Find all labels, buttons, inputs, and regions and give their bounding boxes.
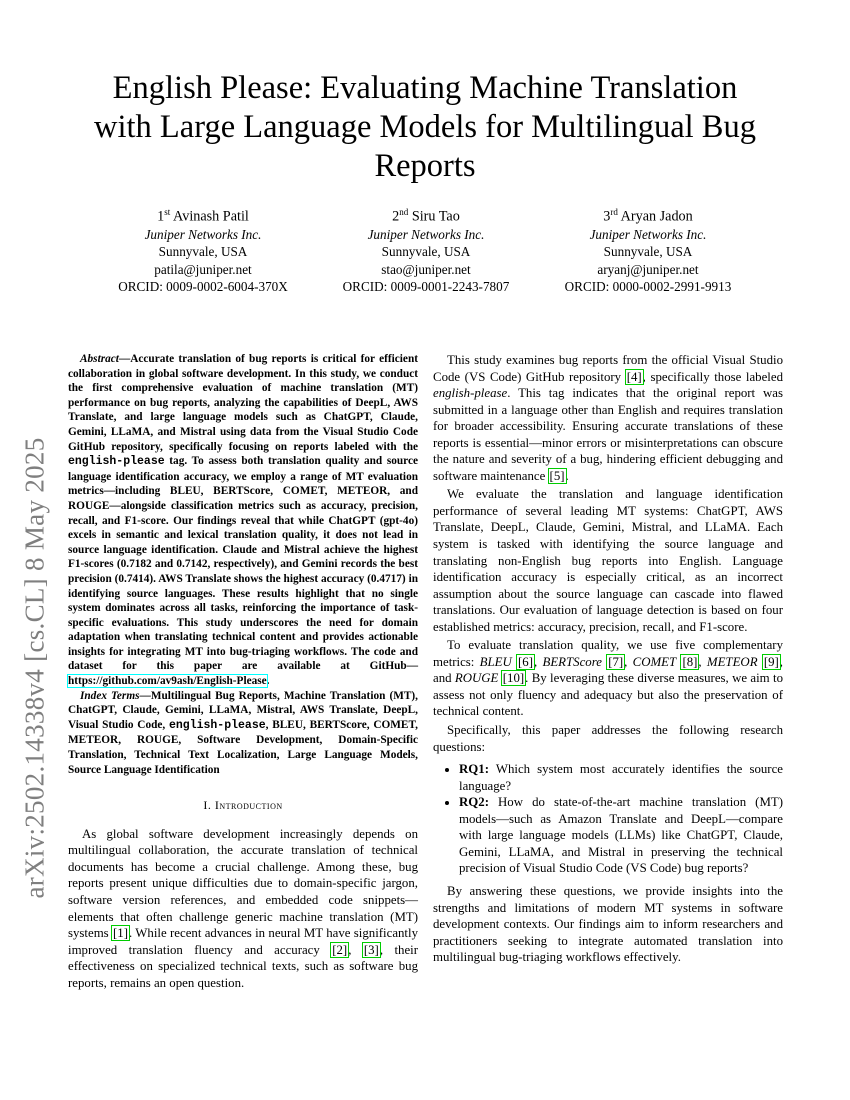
abstract-text-1: Accurate translation of bug reports is critical for efficient collaboration in global software development. In this study, we conduct the first comprehensive evaluation of machine translation (MT) performance on bug reports, analyzing the capabilities of DeepL, AWS Translate, and large language models such as ChatGPT, Claude, Gemini, LLaMA, and Mistral using data from the Visual Studio Code GitHub repository, specifically focusing on reports labeled with the xyxy=(68,353,418,453)
paragraph-evaluation: We evaluate the translation and language identification performance of several leading MT systems: ChatGPT, AWS Translate, DeepL, Claude, Gemini, Mistral, and LLaMA. Each system is tasked with identifying the source language and translating non-English bug reports into English. Language identification accuracy is especially critical, as an incorrect assumption about the source language can cascade into flawed translations. Our evaluation of language detection is based on four established metrics: accuracy, precision, recall, and F1-score. xyxy=(433,487,783,634)
abstract-label: Abstract xyxy=(80,353,119,365)
citation-8[interactable]: [8] xyxy=(682,654,698,669)
metric-bleu: BLEU xyxy=(479,654,512,669)
citation-7[interactable]: [7] xyxy=(608,654,624,669)
intro-text-3: , their effectiveness on specialized technical texts, such as software bug reports, remains an open question. xyxy=(68,942,418,990)
author-affiliation: Juniper Networks Inc. xyxy=(144,227,262,243)
citation-6[interactable]: [6] xyxy=(518,654,533,669)
author-ordinal-suffix: rd xyxy=(610,207,618,217)
author-orcid: ORCID: 0000-0002-2991-9913 xyxy=(564,278,732,294)
intro-text-1: As global software development increasingly depends on multilingual collaboration, the accurate translation of technical documents has become a crucial challenge. Among these, bug reports present unique difficulties due to domain-specific jargon, software version references, and embedded code snippets—elements that often challenge generic machine translation (MT) systems xyxy=(68,826,418,941)
citation-10[interactable]: [10] xyxy=(502,671,525,686)
citation-1[interactable]: [1] xyxy=(113,926,128,941)
title-line-2: with Large Language Models for Multilingual Bug xyxy=(94,109,756,145)
title-line-3: Reports xyxy=(374,148,476,184)
intro-sep: , xyxy=(348,942,363,957)
author-orcid: ORCID: 0009-0002-6004-370X xyxy=(118,278,288,294)
rq-text: Which system most accurately identifies the source language? xyxy=(459,762,783,793)
p1-text-1: This study examines bug reports from the official Visual Studio Code (VS Code) GitHub repository xyxy=(433,353,783,384)
abstract-text-2: tag. To assess both translation quality and source language identification accuracy, we employ a range of MT evaluation metrics—including BLEU, BERTScore, COMET, METEOR, and ROUGE—alongside classification metrics such as accuracy, precision, recall, and F1-score. Our findings reveal that while ChatGPT (gpt-4o) excels in semantic and lexical translation quality, it does not lead in source language identification. Claude and Mistral achieve the highest F1-scores (0.7182 and 0.7142, respectively), and Gemini records the best precision (0.7414). AWS Translate shows the highest accuracy (0.4717) in identifying source languages. These results highlight that no single system dominates across all tasks, reinforcing the importance of task-specific evaluations. This study underscores the need for domain adaptation when translating technical content and provides actionable insights for integrating MT into bug-triaging workflows. The code and dataset for this paper are available at GitHub— xyxy=(68,455,418,673)
author-location: Sunnyvale, USA xyxy=(603,244,693,260)
english-please-tag: english-please xyxy=(433,386,508,401)
author-name: Siru Tao xyxy=(411,208,460,225)
author-ordinal: 2 xyxy=(392,208,400,225)
author-affiliation: Juniper Networks Inc. xyxy=(589,227,707,243)
p3-text-2: . By leveraging these diverse measures, we aim to assess not only fluency and adequacy but also the preservation of technical content. xyxy=(433,671,783,719)
index-terms-code: english-please xyxy=(169,718,266,732)
citation-9[interactable]: [9] xyxy=(763,654,779,669)
abstract xyxy=(68,352,418,689)
intro-paragraph xyxy=(68,826,418,991)
rq-label: RQ1: xyxy=(459,762,489,777)
left-column xyxy=(68,352,418,991)
index-terms-text-1: Multilingual Bug Reports, Machine Translation (MT), ChatGPT, Claude, Gemini, LLaMA, Mistral, AWS Translate, DeepL, Visual Studio Code, xyxy=(68,689,418,731)
author-name: Aryan Jadon xyxy=(620,208,693,225)
paragraph-metrics: To evaluate translation quality, we use five complementary metrics: BLEU [6], BERTScore [7], COMET [8], METEOR [9], and ROUGE [10]. By leveraging these diverse measures, we aim to assess not only fluency and adequacy but also the preservation of technical content. xyxy=(433,638,784,719)
author-ordinal: 3 xyxy=(603,208,611,225)
author-location: Sunnyvale, USA xyxy=(158,244,248,260)
section-heading-introduction: I. Introduction xyxy=(203,798,283,813)
citation-3[interactable]: [3] xyxy=(363,942,379,957)
index-terms-dash: — xyxy=(139,689,151,702)
author-email: patila@juniper.net xyxy=(154,261,252,277)
author-block-2 xyxy=(301,204,551,295)
author-block-1 xyxy=(78,204,328,295)
abstract-dash: — xyxy=(118,353,131,365)
abstract-end: . xyxy=(266,675,270,688)
citation-5[interactable]: [5] xyxy=(549,468,565,483)
right-column xyxy=(433,352,783,966)
title-line-1: English Please: Evaluating Machine Translation xyxy=(112,70,738,106)
github-link[interactable]: https://github.com/av9ash/English-Please xyxy=(68,675,267,688)
author-name-line xyxy=(523,204,773,226)
metric-comet: COMET xyxy=(632,654,677,669)
author-name: Avinash Patil xyxy=(173,208,249,225)
author-name-line xyxy=(301,204,551,226)
research-questions-list xyxy=(433,761,783,877)
citation-4[interactable]: [4] xyxy=(626,369,642,384)
author-ordinal: 1 xyxy=(157,208,165,225)
author-ordinal-suffix: st xyxy=(164,207,171,217)
p3-and: , and xyxy=(433,654,784,686)
index-terms-text-2: , BLEU, BERTScore, COMET, METEOR, ROUGE, Software Development, Domain-Specific Translation, Technical Text Localization, Large Language Models, Source Language Identification xyxy=(68,718,418,776)
research-question-2 xyxy=(459,794,783,877)
paragraph-vs-code-study xyxy=(433,352,783,484)
metric-rouge: ROUGE xyxy=(454,671,499,686)
author-orcid: ORCID: 0009-0001-2243-7807 xyxy=(342,278,510,294)
author-email: aryanj@juniper.net xyxy=(597,261,699,277)
citation-2[interactable]: [2] xyxy=(332,942,348,957)
paragraph-conclusion: By answering these questions, we provide insights into the strengths and limitations of modern MT systems in software development contexts. Our findings aim to inform researchers and practitioners seeking to integrate automated translation into multilingual bug-triaging workflows effectively. xyxy=(433,883,783,965)
author-email: stao@juniper.net xyxy=(381,261,471,277)
author-location: Sunnyvale, USA xyxy=(381,244,471,260)
rq-text: How do state-of-the-art machine translation (MT) models—such as Amazon Translate and DeepL—compare with large language models (LLMs) like ChatGPT, Claude, Gemini, LLaMA, and Mistral in preserving the technical precision of Visual Studio Code (VS Code) bug reports? xyxy=(459,795,783,876)
intro-text-2: . While recent advances in neural MT have significantly improved translation fluency and accuracy xyxy=(68,926,418,957)
p1-text-2: , specifically those labeled xyxy=(642,369,784,384)
paragraph-research-questions-intro: Specifically, this paper addresses the following research questions: xyxy=(433,723,783,754)
author-ordinal-suffix: nd xyxy=(399,207,409,217)
paper-title xyxy=(62,69,788,186)
index-terms-label: Index Terms xyxy=(80,689,140,702)
abstract-code-tag: english-please xyxy=(68,455,165,469)
author-affiliation: Juniper Networks Inc. xyxy=(367,227,485,243)
arxiv-identifier-stamp: arXiv:2502.14338v4 [cs.CL] 8 May 2025 xyxy=(19,437,50,899)
author-block-3 xyxy=(523,204,773,295)
metric-meteor: METEOR xyxy=(706,654,758,669)
research-question-1 xyxy=(459,761,783,794)
p1-text-3: . This tag indicates that the original report was submitted in a language other than English and requires translation for broader accessibility. Ensuring accurate translations of these reports is essential—minor errors or misinterpretations can obscure the nature and severity of a bug, hindering efficient debugging and software maintenance xyxy=(433,386,783,483)
p1-text-4: . xyxy=(565,468,569,483)
index-terms xyxy=(68,689,418,778)
author-name-line xyxy=(78,204,328,226)
rq-label: RQ2: xyxy=(459,795,489,810)
p3-text-1: To evaluate translation quality, we use five complementary metrics: xyxy=(433,638,783,669)
metric-bertscore: BERTScore xyxy=(542,654,602,669)
